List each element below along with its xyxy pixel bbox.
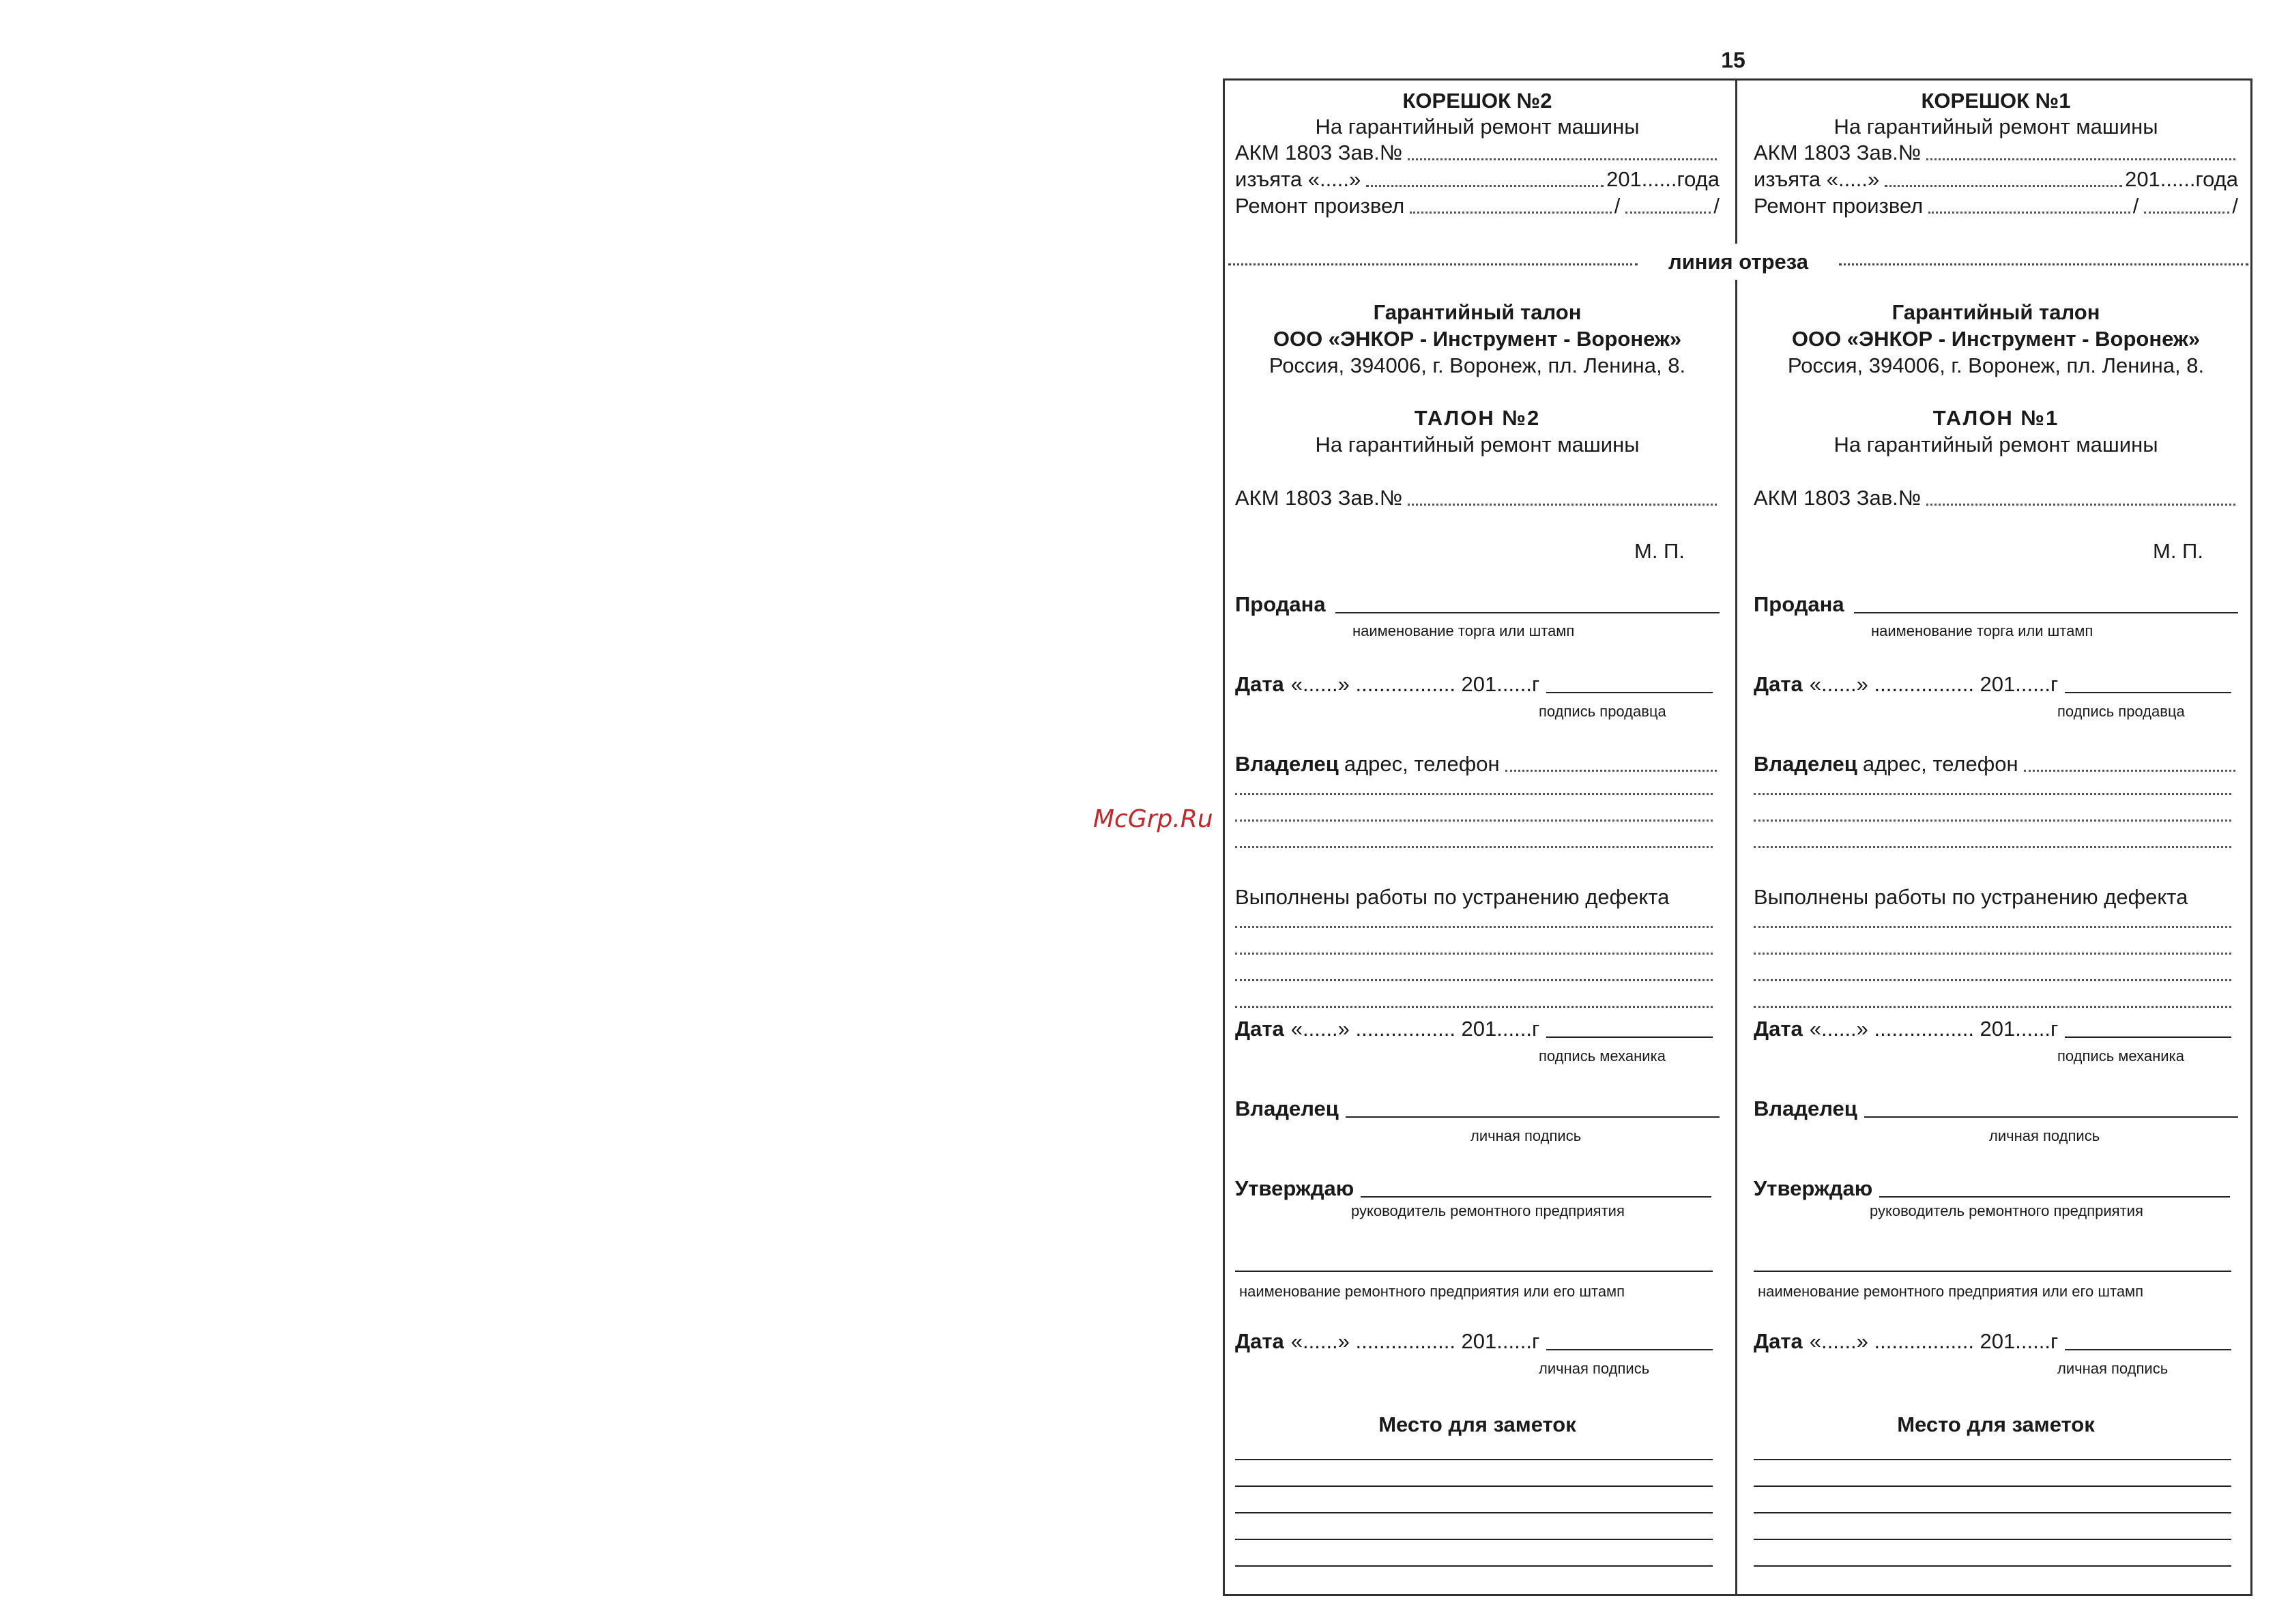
notes-rule (1754, 1539, 2231, 1540)
works-done-dots (1235, 979, 1713, 981)
sold-label: Продана (1235, 592, 1326, 616)
mechanic-sig-hint: подпись механика (1539, 1047, 1666, 1064)
stub-subtitle: На гарантийный ремонт машины (1315, 115, 1640, 139)
owner-contact-label: адрес, телефон (1862, 752, 2018, 776)
repaired-by-label: Ремонт произвел (1235, 194, 1405, 218)
cut-line-dots-right (1839, 263, 2248, 265)
approve-label: Утверждаю (1235, 1176, 1354, 1200)
cut-line (1228, 250, 2248, 277)
column-divider-top (1735, 78, 1737, 244)
sold-label: Продана (1754, 592, 1844, 616)
owner-contact-dots (1235, 846, 1713, 848)
approve-date-line (1235, 1329, 1713, 1354)
notes-rule (1235, 1512, 1713, 1513)
owner-label: Владелец (1754, 752, 1857, 776)
works-done-dots (1754, 979, 2231, 981)
date-label: Дата (1235, 1329, 1284, 1353)
enterprise-rule (1235, 1271, 1713, 1272)
sold-line (1754, 592, 2238, 617)
personal-sig-hint: личная подпись (1470, 1127, 1582, 1144)
sale-date-line (1754, 672, 2231, 697)
owner-contact-dots (1235, 793, 1713, 795)
talon-subtitle: На гарантийный ремонт машины (1834, 433, 2158, 456)
notes-rule (1235, 1459, 1713, 1460)
works-done-dots (1235, 926, 1713, 928)
owner-contact-dots (1754, 793, 2231, 795)
works-done-dots (1754, 926, 2231, 928)
repaired-by-label: Ремонт произвел (1754, 194, 1924, 218)
notes-rule (1235, 1485, 1713, 1487)
repair-date-line (1235, 1017, 1713, 1041)
stub-seized-line (1754, 167, 2238, 192)
works-done-dots (1754, 1006, 2231, 1008)
date-label: Дата (1235, 1017, 1284, 1041)
notes-rule (1754, 1485, 2231, 1487)
enterprise-rule (1754, 1271, 2231, 1272)
date-label: Дата (1754, 1329, 1803, 1353)
seller-sig-hint: подпись продавца (1539, 703, 1666, 720)
guarantee-title: Гарантийный талон (1892, 300, 2100, 324)
owner-contact-dots (1754, 820, 2231, 822)
column-divider-bottom (1735, 280, 1737, 1596)
talon-serial-line (1754, 486, 2238, 510)
date-value: «......» ................. 201......г (1290, 672, 1540, 696)
stub-repaired-line: Ремонт произвел / / (1754, 194, 2238, 218)
notes-rule (1754, 1565, 2231, 1567)
mechanic-sig-hint: подпись механика (2057, 1047, 2184, 1064)
enterprise-hint: наименование ремонтного предприятия или его штамп (1758, 1283, 2144, 1300)
works-done-label (1235, 885, 1720, 910)
notes-rule (1235, 1565, 1713, 1567)
seized-label: изъята «.....» (1235, 167, 1361, 191)
date-value: «......» ................. 201......г (1809, 1329, 2059, 1353)
repair-date-line (1754, 1017, 2231, 1041)
works-done-dots (1754, 953, 2231, 955)
cut-line-label: линия отреза (1668, 250, 1808, 274)
notes-title: Место для заметок (1378, 1412, 1576, 1436)
sold-line (1235, 592, 1720, 617)
works-done-dots (1235, 953, 1713, 955)
works-done-text: Выполнены работы по устранению дефекта (1754, 885, 2188, 909)
notes-rule (1754, 1512, 2231, 1513)
talon-serial-line (1235, 486, 1720, 510)
company-address: Россия, 394006, г. Воронеж, пл. Ленина, 8. (1787, 353, 2205, 377)
sold-hint: наименование торга или штамп (1352, 622, 1575, 639)
company-name: ООО «ЭНКОР - Инструмент - Воронеж» (1791, 327, 2201, 351)
stub-title: КОРЕШОК №1 (1921, 89, 2071, 113)
owner-sig-line (1754, 1097, 2238, 1121)
date-label: Дата (1754, 1017, 1803, 1041)
date-label: Дата (1235, 672, 1284, 696)
talon-title: ТАЛОН №2 (1414, 406, 1541, 430)
sale-date-line (1235, 672, 1713, 697)
works-done-dots (1235, 1006, 1713, 1008)
company-name: ООО «ЭНКОР - Инструмент - Воронеж» (1273, 327, 1682, 351)
enterprise-hint: наименование ремонтного предприятия или его штамп (1239, 1283, 1625, 1300)
stub-serial-line (1754, 141, 2238, 165)
owner-contact-line (1235, 752, 1720, 777)
akm-label: АКМ 1803 Зав.№ (1235, 141, 1403, 164)
stub-subtitle: На гарантийный ремонт машины (1834, 115, 2158, 139)
guarantee-title: Гарантийный талон (1373, 300, 1582, 324)
stub-title: КОРЕШОК №2 (1402, 89, 1552, 113)
works-done-text: Выполнены работы по устранению дефекта (1235, 885, 1670, 909)
seller-sig-hint: подпись продавца (2057, 703, 2185, 720)
date-value: «......» ................. 201......г (1290, 1017, 1540, 1041)
company-address: Россия, 394006, г. Воронеж, пл. Ленина, 8. (1269, 353, 1686, 377)
date-value: «......» ................. 201......г (1290, 1329, 1540, 1353)
approve-line (1235, 1176, 1711, 1201)
owner-contact-dots (1754, 846, 2231, 848)
stub-repaired-line: Ремонт произвел / / (1235, 194, 1720, 218)
stub-serial-line (1235, 141, 1720, 165)
seized-label: изъята «.....» (1754, 167, 1880, 191)
stamp-place: М. П. (2153, 539, 2203, 563)
date-value: «......» ................. 201......г (1809, 672, 2059, 696)
notes-rule (1235, 1539, 1713, 1540)
talon-subtitle: На гарантийный ремонт машины (1315, 433, 1640, 456)
approve-label: Утверждаю (1754, 1176, 1873, 1200)
date-label: Дата (1754, 672, 1803, 696)
approve-hint: руководитель ремонтного предприятия (1351, 1202, 1625, 1219)
personal-sig-hint: личная подпись (2057, 1360, 2169, 1377)
owner-label: Владелец (1754, 1097, 1857, 1120)
akm-label: АКМ 1803 Зав.№ (1754, 141, 1922, 164)
talon-title: ТАЛОН №1 (1932, 406, 2059, 430)
owner-label: Владелец (1235, 1097, 1339, 1120)
owner-contact-line (1754, 752, 2238, 777)
akm-label: АКМ 1803 Зав.№ (1754, 486, 1922, 510)
personal-sig-hint: личная подпись (1989, 1127, 2100, 1144)
akm-label: АКМ 1803 Зав.№ (1235, 486, 1403, 510)
owner-label: Владелец (1235, 752, 1339, 776)
seized-year: 201......года (2125, 167, 2238, 191)
personal-sig-hint: личная подпись (1539, 1360, 1650, 1377)
page-number: 15 (1721, 48, 1745, 72)
owner-sig-line (1235, 1097, 1720, 1121)
cut-line-dots-left (1228, 263, 1638, 265)
notes-rule (1754, 1459, 2231, 1460)
notes-title: Место для заметок (1897, 1412, 2095, 1436)
owner-contact-label: адрес, телефон (1344, 752, 1500, 776)
approve-date-line (1754, 1329, 2231, 1354)
stub-seized-line (1235, 167, 1720, 192)
sold-hint: наименование торга или штамп (1871, 622, 2093, 639)
watermark: McGrp.Ru (1093, 805, 1213, 833)
seized-year: 201......года (1606, 167, 1720, 191)
approve-hint: руководитель ремонтного предприятия (1870, 1202, 2143, 1219)
approve-line (1754, 1176, 2230, 1201)
owner-contact-dots (1235, 820, 1713, 822)
date-value: «......» ................. 201......г (1809, 1017, 2059, 1041)
stamp-place: М. П. (1634, 539, 1685, 563)
works-done-label (1754, 885, 2238, 910)
